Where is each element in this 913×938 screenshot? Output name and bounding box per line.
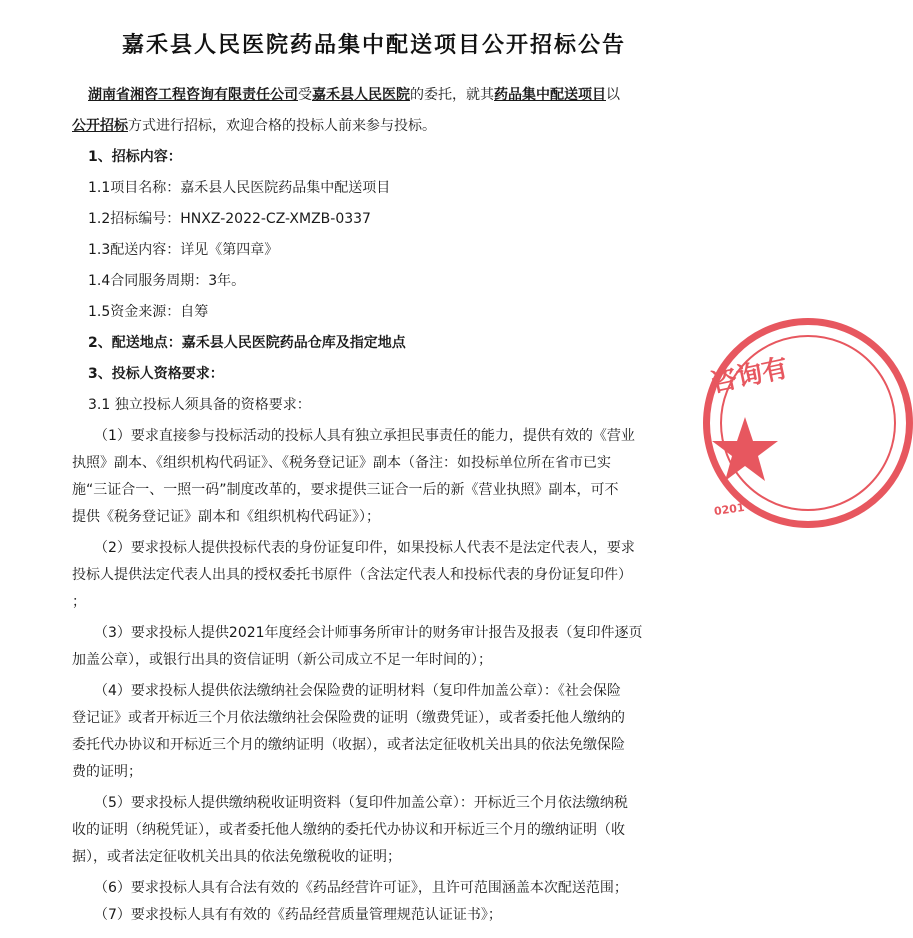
req2-line: （2）要求投标人提供投标代表的身份证复印件，如果投标人代表不是法定代表人，要求: [94, 540, 635, 556]
item-funding-source: 1.5资金来源：自筹: [88, 304, 209, 320]
item-service-period: 1.4合同服务周期：3年。: [88, 273, 246, 289]
section-2-heading: 2、配送地点：嘉禾县人民医院药品仓库及指定地点: [88, 335, 406, 351]
req4-line: 委托代办协议和开标近三个月的缴纳证明（收据），或者法定征收机关出具的依法免缴保险: [72, 737, 625, 753]
req7-line: （7）要求投标人具有有效的《药品经营质量管理规范认证证书》；: [94, 907, 502, 923]
intro-text-3: 以: [606, 87, 620, 103]
intro-line-2: [72, 115, 436, 135]
section-1-heading: 1、招标内容：: [88, 149, 182, 165]
req1-line: （1）要求直接参与投标活动的投标人具有独立承担民事责任的能力，提供有效的《营业: [94, 428, 635, 444]
item-tender-number: 1.2招标编号：HNXZ-2022-CZ-XMZB-0337: [88, 211, 371, 227]
req4-line: 费的证明；: [72, 764, 142, 780]
req5-line: 收的证明（纳税凭证），或者委托他人缴纳的委托代办协议和开标近三个月的缴纳证明（收: [72, 822, 625, 838]
tender-method: 公开招标: [72, 118, 128, 134]
req2-line: ；: [72, 594, 86, 610]
subsection-3-1: 3.1 独立投标人须具备的资格要求：: [88, 397, 311, 413]
seal-number: 0201: [713, 500, 746, 519]
intro-text-2: 的委托，就其: [410, 87, 494, 103]
company-seal-stamp: [703, 318, 913, 528]
req5-line: 据），或者法定征收机关出具的依法免缴税收的证明；: [72, 849, 401, 865]
req5-line: （5）要求投标人提供缴纳税收证明资料（复印件加盖公章）：开标近三个月依法缴纳税: [94, 795, 628, 811]
section-3-heading: 3、投标人资格要求：: [88, 366, 224, 382]
intro-line-1: [88, 84, 620, 104]
intro-text-4: 方式进行招标，欢迎合格的投标人前来参与投标。: [128, 118, 436, 134]
project-name: 药品集中配送项目: [494, 87, 606, 103]
req6-line: （6）要求投标人具有合法有效的《药品经营许可证》，且许可范围涵盖本次配送范围；: [94, 880, 628, 896]
req2-line: 投标人提供法定代表人出具的授权委托书原件（含法定代表人和投标代表的身份证复印件）: [72, 567, 632, 583]
req3-line: 加盖公章），或银行出具的资信证明（新公司成立不足一年时间的）；: [72, 652, 492, 668]
client-name: 嘉禾县人民医院: [312, 87, 410, 103]
req3-line: （3）要求投标人提供2021年度经会计师事务所审计的财务审计报告及报表（复印件逐页: [94, 625, 643, 641]
req1-line: 施“三证合一、一照一码”制度改革的，要求提供三证合一后的新《营业执照》副本，可不: [72, 482, 619, 498]
item-project-name: 1.1项目名称：嘉禾县人民医院药品集中配送项目: [88, 180, 391, 196]
page-title: 嘉禾县人民医院药品集中配送项目公开招标公告: [121, 32, 626, 58]
intro-text-1: 受: [298, 87, 312, 103]
seal-star-icon: [710, 415, 780, 485]
req1-line: 提供《税务登记证》副本和《组织机构代码证》）；: [72, 509, 380, 525]
seal-text: 咨询有: [708, 353, 791, 399]
req1-line: 执照》副本、《组织机构代码证》、《税务登记证》副本（备注：如投标单位所在省市已实: [72, 455, 611, 471]
req4-line: 登记证》或者开标近三个月依法缴纳社会保险费的证明（缴费凭证），或者委托他人缴纳的: [72, 710, 625, 726]
req4-line: （4）要求投标人提供依法缴纳社会保险费的证明材料（复印件加盖公章）：《社会保险: [94, 683, 621, 699]
item-delivery-content: 1.3配送内容：详见《第四章》: [88, 242, 279, 258]
agency-name: 湖南省湘咨工程咨询有限责任公司: [88, 87, 298, 103]
